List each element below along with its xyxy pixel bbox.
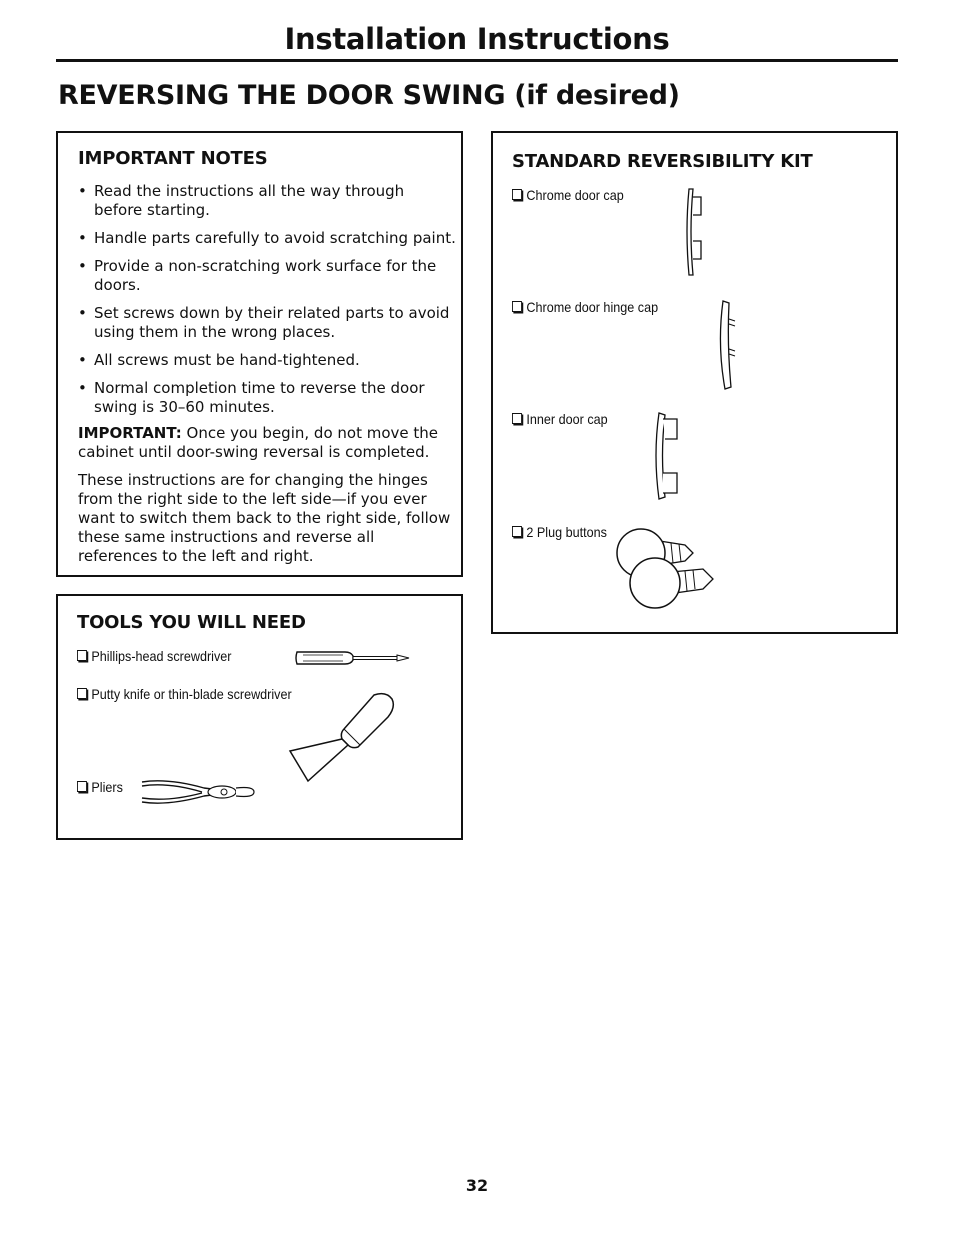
chrome-door-cap-icon (679, 185, 709, 279)
checkbox-icon (512, 301, 522, 312)
page-number: 32 (465, 1176, 489, 1195)
checkbox-icon (77, 688, 87, 699)
tool-item-label: Pliers (91, 779, 123, 795)
plug-buttons-icon (611, 523, 721, 619)
tools-panel (56, 594, 463, 840)
checkbox-icon (77, 781, 87, 792)
tool-item-label: Phillips-head screwdriver (91, 648, 232, 664)
important-notes-heading: IMPORTANT NOTES (78, 148, 268, 169)
note-item: • Set screws down by their related parts to avoid using them in the wrong places. (77, 304, 457, 342)
note-item: • Handle parts carefully to avoid scratching paint. (77, 229, 457, 248)
section-title: REVERSING THE DOOR SWING (if desired) (58, 80, 680, 111)
page-header-title: Installation Instructions (284, 22, 670, 56)
chrome-door-hinge-cap-icon (715, 297, 741, 393)
important-label: IMPORTANT: (78, 424, 182, 442)
kit-item-label: Inner door cap (526, 411, 608, 427)
checkbox-icon (77, 650, 87, 661)
important-notes-panel (56, 131, 463, 577)
tool-item-screwdriver (77, 648, 231, 664)
kit-item-chrome-door-hinge-cap (512, 299, 658, 315)
kit-item-inner-door-cap (512, 411, 608, 427)
tools-heading: TOOLS YOU WILL NEED (77, 612, 306, 633)
checkbox-icon (512, 413, 522, 424)
kit-item-label: Chrome door cap (526, 187, 624, 203)
important-paragraph (78, 424, 456, 462)
kit-item-plug-buttons (512, 524, 607, 540)
note-item: • All screws must be hand-tightened. (77, 351, 457, 370)
kit-item-label: 2 Plug buttons (526, 524, 607, 540)
tool-item-putty-knife (77, 686, 292, 702)
important-text: Once you begin, do not move the cabinet until door-swing reversal is completed. (78, 424, 438, 461)
closing-paragraph: These instructions are for changing the hinges from the right side to the left side—if you ever want to switch them back to the right side, follow these same instructions and reverse all references to the left and right. (78, 471, 451, 565)
kit-heading: STANDARD REVERSIBILITY KIT (512, 151, 813, 172)
header-divider (56, 59, 898, 62)
putty-knife-icon (284, 691, 396, 786)
checkbox-icon (512, 526, 522, 537)
inner-door-cap-icon (649, 409, 681, 503)
reversibility-kit-panel (491, 131, 898, 634)
note-item: • Normal completion time to reverse the door swing is 30–60 minutes. (77, 379, 457, 417)
important-notes-list (77, 182, 457, 426)
kit-item-label: Chrome door hinge cap (526, 299, 659, 315)
note-item: • Provide a non-scratching work surface for the doors. (77, 257, 457, 295)
tool-item-pliers (77, 779, 123, 795)
note-item: • Read the instructions all the way through before starting. (77, 182, 457, 220)
tool-item-label: Putty knife or thin-blade screwdriver (91, 686, 292, 702)
screwdriver-icon (293, 644, 415, 672)
pliers-icon (138, 776, 258, 808)
kit-item-chrome-door-cap (512, 187, 624, 203)
checkbox-icon (512, 189, 522, 200)
